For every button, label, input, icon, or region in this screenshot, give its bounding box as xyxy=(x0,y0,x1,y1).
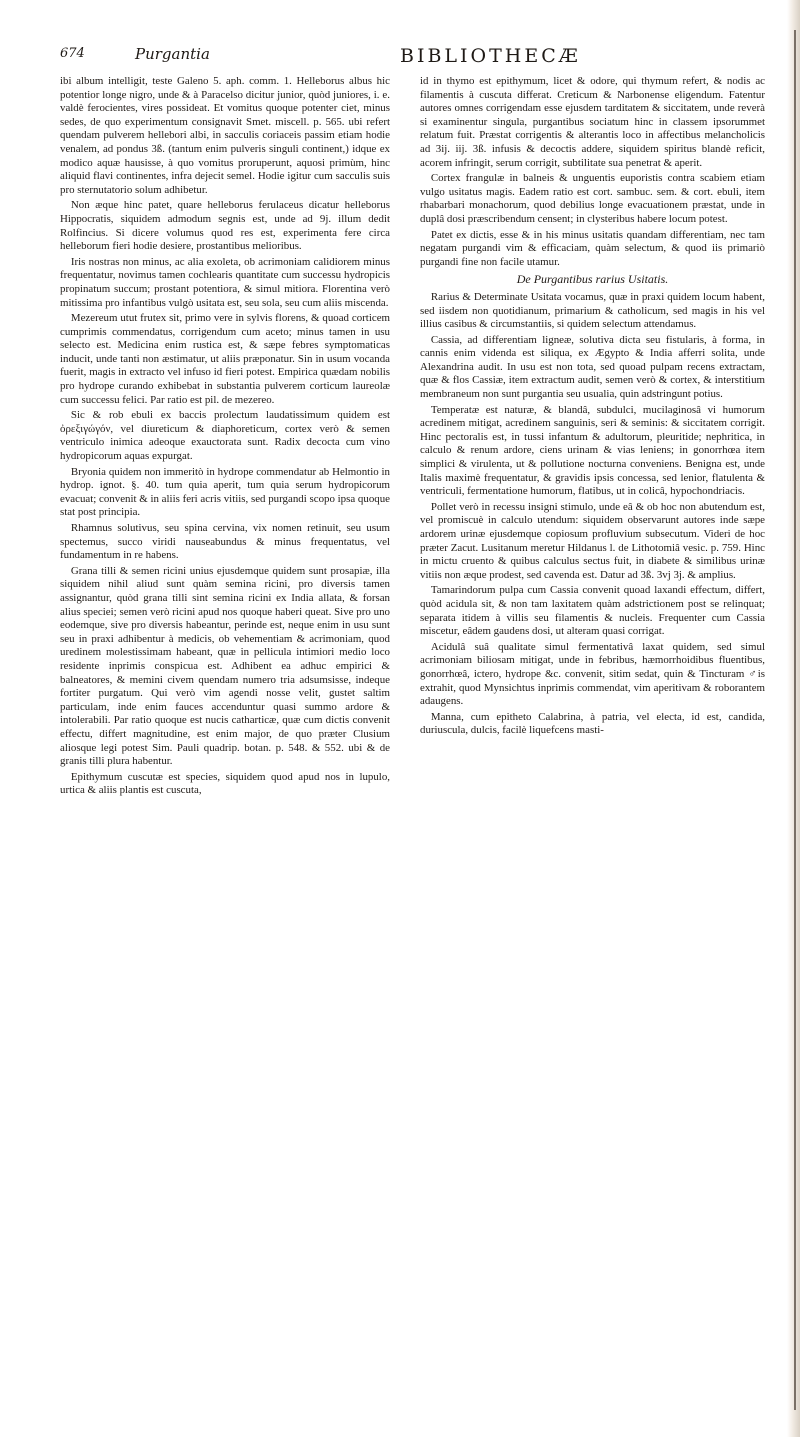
paragraph: id in thymo est epithymum, licet & odore, qui thymum refert, & nodis ac filamentis à cuscuta differat. Creticum & Narbonense eligendum. Fatentur autores omnes corrigendam esse ejusdem tarditatem & siccitatem, unde reverà si examinentur singula, purgantibus sociatum hinc in classem ipsorummet relatum fuit. Præstat corrigentis & alterantis loco in affectibus melancholicis ad 3ij. iij. 3ß. infusis & decoctis addere, siquidem spiritus blandè reficit, acorem infringit, serum corrigit, subtilitate sua penetrat & aperit. xyxy=(420,75,765,169)
paragraph: Sic & rob ebuli ex baccis prolectum laudatissimum quidem est ὀρεξιγώγόν, vel diureticum & diaphoreticum, cortex verò & semen ventriculo inimica adeoque exauctorata sunt. Radix decocta cum vino hydropicorum aquas expurgat. xyxy=(60,409,390,463)
paragraph: Tamarindorum pulpa cum Cassia convenit quoad laxandi effectum, differt, quòd acidula sit, & non tam laxitatem quàm adstrictionem post se relinquat; separata itidem à villis seu filamentis & nucleis. Frequenter cum Cassia miscetur, eâdem gaudens dosi, ut alteram quasi corrigat. xyxy=(420,584,765,638)
paragraph: Epithymum cuscutæ est species, siquidem quod apud nos in lupulo, urtica & aliis plantis est cuscuta, xyxy=(60,770,390,797)
paragraph: Rhamnus solutivus, seu spina cervina, vix nomen retinuit, seu usum spectemus, succo viridi nauseabundus & minus frequentatus, vel fundamentum in re habens. xyxy=(60,522,390,562)
paragraph: Manna, cum epitheto Calabrina, à patria, vel electa, id est, candida, duriuscula, dulcis, facilè liquefcens masti- xyxy=(420,710,765,737)
section-heading: De Purgantibus rarius Usitatis. xyxy=(516,272,669,287)
paragraph: Non æque hinc patet, quare helleborus ferulaceus dicatur helleborus Hippocratis, siquidem admodum segnis est, unde ad 9j. illum dedit Rolfincius. Si dicere volumus quod res est, experimenta fere circa helleborum fieri hodie desiere, prostantibus melioribus. xyxy=(60,199,390,253)
paragraph: Bryonia quidem non immeritò in hydrope commendatur ab Helmontio in hydrop. ignot. §. 40. tum quia aperit, tum quia serum hydropicorum evacuat; convenit & in aliis feri acris vitiis, sed purgandi scopo ipsa quoque stat post principia. xyxy=(60,465,390,519)
right-text-column xyxy=(420,75,765,740)
page-number: 674 xyxy=(60,46,85,61)
binding-edge-line xyxy=(794,30,796,1410)
paragraph: Mezereum utut frutex sit, primo vere in sylvis florens, & quoad corticem cumprimis commendatus, corrigendum cum aceto; minus tamen in usu selecto est. Medicina enim rustica est, & sæpe febres symptomaticas inducit, unde tanti non æstimatur, ut aliis præponatur. Sin in usum vocanda fuerit, magis in extracto vel infuso id fieri potest. Empirica quædam nobilis pro hydrope curando exhibebat in substantia pulverem corticum laureolæ cum successu felici. Par ratio est pil. de mezereo. xyxy=(60,312,390,406)
paragraph: Patet ex dictis, esse & in his minus usitatis quandam differentiam, nec tam negatam purgandi vim & efficaciam, quàm selectum, & quod iis primariò purgandi fine non facile utamur. xyxy=(420,228,765,268)
paragraph: Temperatæ est naturæ, & blandâ, subdulci, mucilaginosâ vi humorum acredinem mitigat, acredinem sanguinis, seri & seminis: & siccitatem corrigit. Hinc pectoralis est, in tussi infantum & adultorum, pleuritide; nephritica, in calculo & renum ardore, ciens urinam & vias leniens; in gonorrhœa item simplici & virulenta, ut & pollutione nocturna conveniens. Benigna est, unde Italis maximè frequentatur, & gravidis ipsis concessa, sed lenior, flatulenta & ventriculi, fermentatione humorum, flatibus, ut in colicâ, hypochondriacis. xyxy=(420,403,765,498)
paragraph: ibi album intelligit, teste Galeno 5. aph. comm. 1. Helleborus albus hic potentior longe nigro, unde & à Paracelso dicitur junior, quòd juniores, i. e. valdè ferocientes, vires possideat. Et vomitus quoque potenter ciet, minus sedes, de quo experimentum consignavit Smet. miscell. p. 565. ubi refert quendam pulverem hellebori albi, in sacculis coriaceis passim etiam hodie venalem, ad pondus 3ß. (tantum enim pulveris singuli continent,) idque ex modico aquæ hausisse, à quo vomitus proruperunt, aquosi primùm, hinc aliquid flavi continentes, infra dejecit semel. Hodie igitur cum sacculis suis pro sternutatorio solum adhibetur. xyxy=(60,75,390,196)
running-title: Purgantia xyxy=(135,45,210,63)
paragraph: Pollet verò in recessu insigni stimulo, unde eâ & ob hoc non abutendum est, vel promiscuè in calculo utendum: siquidem observarunt autores inde sæpe ardorem urinæ ejusdemque copiosum profluvium subsecutum. Videri de hoc præter Zacut. Lusitanum meretur Hildanus l. de Lithotomiâ vesic. p. 759. Hinc in mictu cruento & quibus calculus sectus fuit, in diabete & similibus urinæ vitiis non æque prodest, sed cavenda est. Datur ad 3ß. 3vj 3j. & amplius. xyxy=(420,500,765,581)
paragraph: Iris nostras non minus, ac alia exoleta, ob acrimoniam calidiorem minus frequentatur, novimus tamen cochlearis quantitate cum successu hydropicis propinatum succum; prostant potentiora, & simul mitiora. Florentina verò mitissima pro infantibus vulgò usitata est, seu sola, seu cum aliis miscenda. xyxy=(60,255,390,309)
paragraph: Cortex frangulæ in balneis & unguentis euporistis contra scabiem etiam vulgo usitatus magis. Eadem ratio est cort. sambuc. sem. & cort. ebuli, item rhabarbari monachorum, quod debilius longe evacuationem præstat, unde in duplâ dosi præscribendum censent; in clysteribus habere locum potest. xyxy=(420,172,765,225)
paragraph: Grana tilli & semen ricini unius ejusdemque quidem sunt prosapiæ, illa siquidem nihil aliud sunt quàm semina ricini, pro diversis tamen assignantur, quòd grana tilli sint semina ricini ex India allata, & forsan alius speciei; semen verò ricini apud nos quoque haberi queat. Sive pro uno eodemque, sive pro diversis habeantur, perinde est, neque enim in usu sunt seu in praxi adhibentur à medicis, ob vehementiam & acrimoniam, quod uredinem molestissimam habeant, quæ in pellicula intimiori medio loco residente inprimis conspicua est. Adhibent ea adhuc empirici & balneatores, & memini civem quendam numero tria adsumsisse, indeque fortiter purgatum. Qui verò vim agendi nosse velit, gustet saltim particulam, inde enim fauces accenduntur quasi summo ardore & intolerabili. Par ratio quoque est nucis catharticæ, quæ cum dictis convenit effectu, differt magnitudine, est enim major, de quo præter Clusium aliosque legi potest Sim. Pauli quadrip. botan. p. 548. & 552. ubi & de granis tilli plura habentur. xyxy=(60,564,390,768)
paragraph: Cassia, ad differentiam ligneæ, solutiva dicta seu fistularis, à forma, in cannis enim videnda est siliqua, ex Ægypto & India afferri solita, unde Alexandrina audit. In usu est non tota, sed quoad pulpam recens extractam, quæ & flos Cassiæ, item extractum audit, semen verò & cortex, & interstitium membraneum non sunt purgantia seu usualia, quin adstringunt potius. xyxy=(420,333,765,401)
book-title: BIBLIOTHECÆ xyxy=(400,45,581,67)
paragraph: Acidulâ suâ qualitate simul fermentativâ laxat quidem, sed simul acrimoniam biliosam mitigat, unde in febribus, hæmorrhoidibus fluentibus, gonorrhœâ, ictero, hydrope &c. convenit, sitim sedat, quin & Tincturam ♂is extrahit, quod Mynsichtus inprimis commendat, vim aperitivam & roborantem adaugens. xyxy=(420,640,765,708)
paragraph: Rarius & Determinate Usitata vocamus, quæ in praxi quidem locum habent, sed iisdem non quotidianum, primarium & catholicum, sed magis in his vel illius casibus & circumstantiis, si quidem selectum attendamus. xyxy=(420,290,765,331)
left-text-column xyxy=(60,75,390,800)
